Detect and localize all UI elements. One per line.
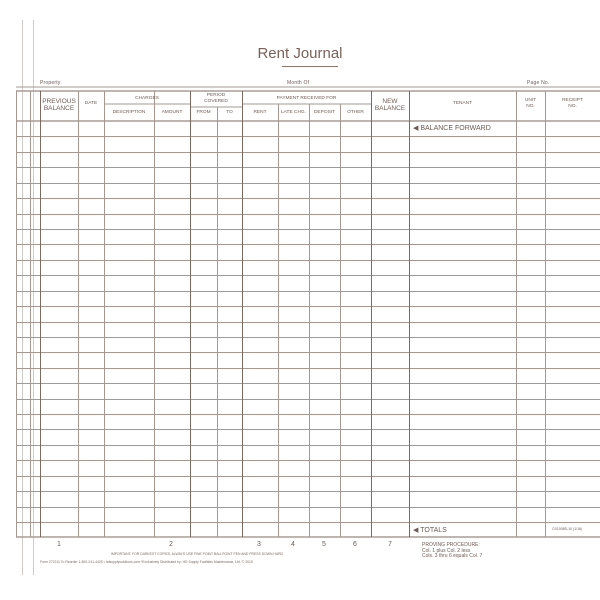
header-from: FROM [196, 110, 211, 115]
header-unit-no-line1: UNIT [524, 98, 537, 103]
reorder-footer: Form 272211 To Reorder 1-800-241-4425 • hdsupplysolutions.com *Exclusively Distributed by: HD Supply Facilities Maintenance, Ltd. © 2015 [40, 560, 253, 564]
page-no-field-label: Page No. [527, 80, 550, 86]
header-previous-balance [40, 98, 78, 112]
header-period-covered-line2: COVERED [204, 98, 228, 104]
header-amount: AMOUNT [161, 110, 183, 115]
proving-procedure-line2: Col. 1 plus Col. 2 less [422, 547, 471, 554]
important-note: IMPORTANT: FOR DARKEST COPIES, ALWAYS USE FINE POINT BALLPOINT PEN AND PRESS DOWN HARD [111, 552, 284, 556]
month-of-field-label: Month Of [287, 80, 310, 86]
totals-label: TOTALS [420, 527, 447, 534]
header-tenant: TENANT [452, 101, 473, 106]
header-new-balance-line2: BALANCE [374, 105, 406, 112]
proving-procedure-line3: Cols. 3 thru 6 equals Col. 7 [422, 553, 483, 560]
triangle-left-icon: ◀ [413, 125, 419, 132]
column-number-3: 3 [257, 541, 261, 548]
column-number-6: 6 [353, 541, 357, 548]
header-period-covered [190, 93, 242, 104]
balance-forward-label: BALANCE FORWARD [420, 125, 491, 132]
header-new-balance [371, 98, 409, 112]
column-number-7: 7 [388, 541, 392, 548]
header-date: DATE [84, 101, 98, 106]
header-receipt-no-line1: RECEIPT [562, 98, 583, 103]
proving-procedure-line1: PROVING PROCEDURE: [422, 542, 480, 548]
column-number-1: 1 [57, 541, 61, 548]
header-deposit: DEPOSIT [313, 110, 336, 115]
header-new-balance-line1: NEW [382, 98, 398, 105]
header-period-covered-line1: PERIOD [206, 93, 226, 98]
header-unit-no [516, 98, 545, 109]
column-number-2: 2 [169, 541, 173, 548]
proving-procedure [422, 543, 482, 560]
column-number-5: 5 [322, 541, 326, 548]
header-charges: CHARGES [135, 96, 159, 101]
balance-forward [413, 124, 491, 132]
header-to: TO [226, 110, 233, 115]
title-underline [282, 66, 338, 67]
header-rent: RENT [253, 110, 267, 115]
column-number-4: 4 [291, 541, 295, 548]
header-previous-balance-line1: PREVIOUS [42, 98, 76, 105]
form-code: CS1008S-10 (1/16) [552, 527, 583, 531]
header-receipt-no [545, 98, 600, 109]
totals [413, 526, 447, 534]
triangle-left-icon: ◀ [413, 527, 419, 534]
header-receipt-no-line2: NO. [568, 103, 577, 109]
header-other: OTHER [347, 110, 364, 115]
property-field-label: Property [40, 80, 61, 86]
header-payment-received-for: PAYMENT RECEIVED FOR [276, 96, 337, 101]
header-previous-balance-line2: BALANCE [43, 105, 75, 112]
header-late-chg: LATE CHG. [281, 110, 306, 115]
page-title: Rent Journal [257, 45, 343, 62]
header-unit-no-line2: NO. [526, 103, 535, 109]
header-description: DESCRIPTION [112, 110, 146, 115]
